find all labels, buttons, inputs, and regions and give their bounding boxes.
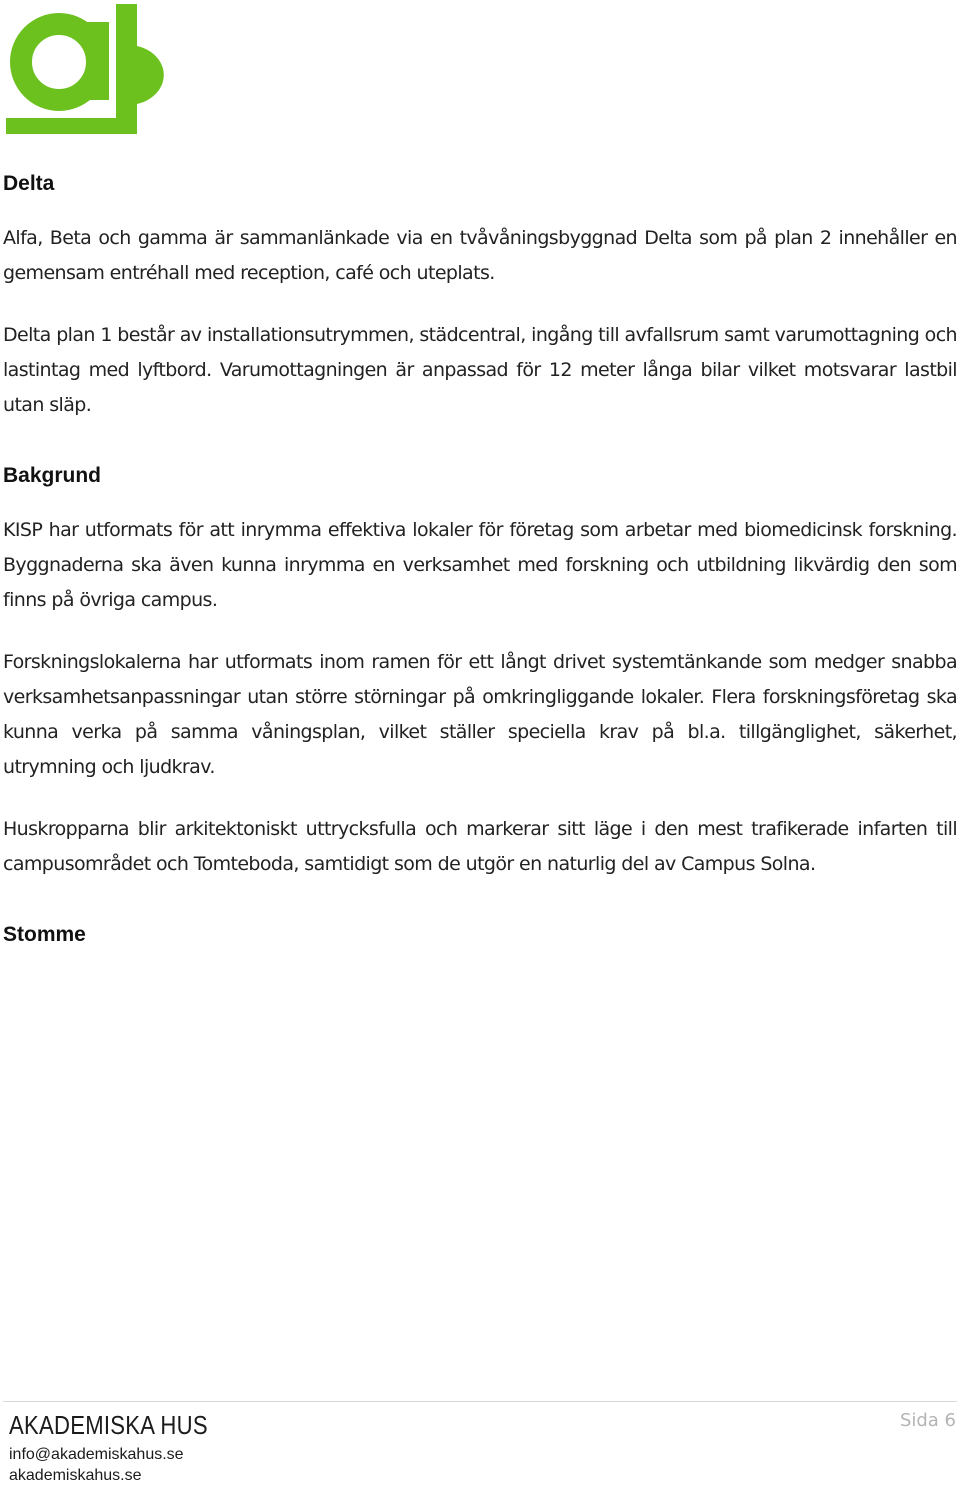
logo-foot (6, 118, 137, 134)
footer-brand-name: AKADEMISKA HUS (9, 1410, 208, 1440)
section-heading-bakgrund: Bakgrund (3, 464, 102, 487)
logo-a-stem (87, 22, 109, 100)
paragraph: Forskningslokalerna har utformats inom ramen för ett långt drivet systemtänkande som medger snabba verksamhetsanpassningar utan större störningar på omkringliggande lokaler. Flera forskningsföretag ska kunna verka på samma våningsplan, vilket ställer speciella krav på bl.a. tillgänglighet, säkerhet, utrymning och ljudkrav. (3, 651, 957, 778)
akademiska-hus-logo (3, 2, 173, 134)
section-heading-delta: Delta (3, 172, 55, 195)
logo-h-arch (137, 46, 164, 104)
logo-h-stem (116, 4, 137, 134)
footer-website[interactable]: akademiskahus.se (9, 1467, 142, 1484)
footer-divider (3, 1401, 957, 1402)
footer-email[interactable]: info@akademiskahus.se (9, 1446, 184, 1463)
page-footer (0, 1401, 960, 1482)
section-heading-stomme: Stomme (3, 923, 86, 946)
logo-a-bowl (21, 24, 97, 100)
paragraph: KISP har utformats för att inrymma effektiva lokaler för företag som arbetar med biomedicinsk forskning. Byggnaderna ska även kunna inrymma en verksamhet med forskning och utbildning likvärdig den som finns på övriga campus. (3, 519, 957, 611)
paragraph: Delta plan 1 består av installationsutrymmen, städcentral, ingång till avfallsrum samt varumottagning och lastintag med lyftbord. Varumottagningen är anpassad för 12 meter långa bilar vilket motsvarar lastbil utan släp. (3, 324, 957, 416)
paragraph: Alfa, Beta och gamma är sammanlänkade via en tvåvåningsbyggnad Delta som på plan 2 innehåller en gemensam entréhall med reception, café och uteplats. (3, 227, 957, 284)
page-number: Sida 6 (899, 1410, 956, 1431)
document-body (3, 166, 957, 952)
paragraph: Huskropparna blir arkitektoniskt uttrycksfulla och markerar sitt läge i den mest trafikerade infarten till campusområdet och Tomteboda, samtidigt som de utgör en naturlig del av Campus Solna. (3, 818, 957, 875)
